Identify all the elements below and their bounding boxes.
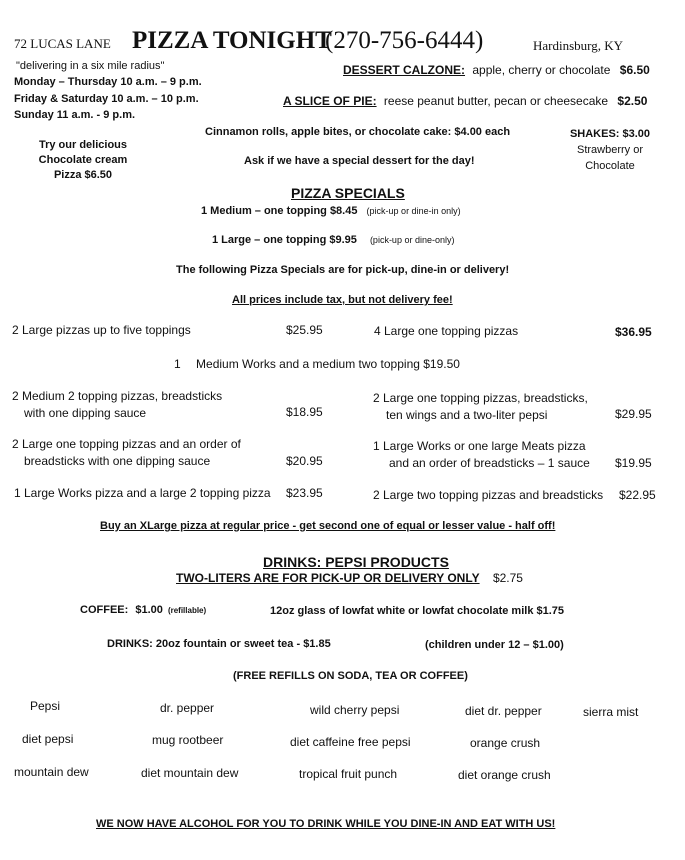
deal-price: $23.95 (286, 486, 323, 500)
hours-weekend: Friday & Saturday 10 a.m. – 10 p.m. (14, 93, 199, 105)
drink-item: diet caffeine free pepsi (290, 735, 411, 749)
pie-label: A SLICE OF PIE: (283, 94, 377, 108)
deal-medium-breadsticks (12, 388, 222, 422)
deal-price: $25.95 (286, 323, 323, 337)
special-large (212, 234, 454, 246)
deal-price: $29.95 (615, 407, 652, 421)
drink-item: Pepsi (30, 699, 61, 713)
alcohol-notice: WE NOW HAVE ALCOHOL FOR YOU TO DRINK WHILE YOU DINE-IN AND EAT WITH US! (96, 818, 556, 830)
drink-item: diet orange crush (458, 768, 551, 782)
milk: 12oz glass of lowfat white or lowfat chocolate milk $1.75 (270, 605, 565, 617)
deal-text: 4 Large one topping pizzas (374, 324, 519, 338)
pie-price: $2.50 (617, 94, 648, 108)
shakes-flavor: Chocolate (585, 160, 635, 172)
coffee-price: $1.00 (135, 604, 163, 616)
pie-text: reese peanut butter, pecan or cheesecake (383, 94, 609, 108)
cream-pizza-line: Chocolate cream (38, 154, 128, 166)
deal-price: $19.95 (615, 456, 652, 470)
shakes (556, 126, 664, 174)
pie-slice (283, 94, 647, 108)
drink-item: wild cherry pepsi (310, 703, 400, 717)
shakes-flavor: Strawberry or (576, 144, 644, 156)
deal-text: 2 Large two topping pizzas and breadsticks (373, 488, 604, 502)
calzone-price: $6.50 (619, 63, 650, 77)
deal-text: Medium Works and a medium two topping $19.50 (196, 357, 460, 371)
drink-item: dr. pepper (160, 701, 215, 715)
children-price: (children under 12 – $1.00) (425, 639, 564, 651)
coffee-label: COFFEE: (80, 604, 129, 616)
deal-line: 2 Large one topping pizzas and an order of (12, 437, 241, 451)
restaurant-title: PIZZA TONIGHT (132, 27, 332, 54)
deal-large-wings (373, 390, 588, 424)
specials-following-note: The following Pizza Specials are for pick-up, dine-in or delivery! (176, 264, 510, 276)
drinks-heading: DRINKS: PEPSI PRODUCTS (263, 554, 449, 570)
hours-weekday: Monday – Thursday 10 a.m. – 9 p.m. (14, 76, 202, 88)
deal-line: ten wings and a two-liter pepsi (386, 408, 548, 422)
drink-item: diet mountain dew (141, 766, 239, 780)
deal-text: 1 Large Works pizza and a large 2 topping pizza (14, 486, 271, 500)
hours-sunday: Sunday 11 a.m. - 9 p.m. (14, 109, 136, 121)
two-liters-price: $2.75 (492, 571, 523, 585)
deal-line: 1 Large Works or one large Meats pizza (373, 439, 586, 453)
calzone-text: apple, cherry or chocolate (472, 63, 611, 77)
deal-line: and an order of breadsticks – 1 sauce (389, 456, 590, 470)
special-large-text: 1 Large – one topping $9.95 (212, 234, 357, 246)
deal-line: with one dipping sauce (24, 406, 147, 420)
drink-item: tropical fruit punch (299, 767, 398, 781)
cream-pizza-line: Pizza $6.50 (53, 169, 113, 181)
phone-number: (270-756-6444) (325, 27, 484, 54)
xlarge-deal: Buy an XLarge pizza at regular price - get second one of equal or lesser value - half off! (100, 520, 556, 532)
coffee-note: (refillable) (167, 606, 207, 615)
drink-item: sierra mist (583, 705, 639, 719)
calzone-label: DESSERT CALZONE: (343, 63, 466, 77)
deal-large-works-meats (373, 438, 590, 472)
chocolate-cream-pizza (28, 138, 138, 183)
two-liters-text: TWO-LITERS ARE FOR PICK-UP OR DELIVERY ONLY (176, 571, 480, 585)
drink-item: mug rootbeer (152, 733, 224, 747)
deal-price: $36.95 (615, 325, 652, 339)
drink-item: orange crush (470, 736, 541, 750)
drink-item: diet pepsi (22, 732, 74, 746)
special-medium-note: (pick-up or dine-in only) (366, 206, 461, 216)
cinnamon-rolls: Cinnamon rolls, apple bites, or chocolate cake: $4.00 each (205, 126, 511, 138)
deal-line: breadsticks with one dipping sauce (24, 454, 211, 468)
deal-price: $22.95 (619, 488, 656, 502)
drink-item: diet dr. pepper (465, 704, 542, 718)
deal-line: 2 Large one topping pizzas, breadsticks, (373, 391, 588, 405)
specials-heading: PIZZA SPECIALS (291, 185, 405, 201)
shakes-price: SHAKES: $3.00 (569, 128, 651, 140)
deal-large-breadsticks (12, 436, 241, 470)
dessert-calzone (343, 63, 650, 77)
prices-note: All prices include tax, but not delivery fee! (232, 294, 453, 306)
deal-price: $20.95 (286, 454, 323, 468)
free-refills: (FREE REFILLS ON SODA, TEA OR COFFEE) (233, 670, 468, 682)
special-medium (201, 205, 461, 217)
special-medium-text: 1 Medium – one topping $8.45 (201, 205, 358, 217)
deal-line: 2 Medium 2 topping pizzas, breadsticks (12, 389, 223, 403)
deal-text: 2 Large pizzas up to five toppings (12, 323, 191, 337)
address: 72 LUCAS LANE (14, 36, 111, 51)
two-liters (176, 571, 523, 585)
delivery-note: "delivering in a six mile radius" (16, 60, 165, 72)
deal-number: 1 (174, 357, 181, 371)
coffee (80, 604, 206, 616)
city: Hardinsburg, KY (533, 38, 624, 53)
special-dessert-note: Ask if we have a special dessert for the day! (244, 155, 475, 167)
cream-pizza-line: Try our delicious (38, 139, 128, 151)
deal-medium-works (174, 357, 460, 371)
special-large-note: (pick-up or dine-only) (369, 235, 455, 245)
fountain-drinks: DRINKS: 20oz fountain or sweet tea - $1.85 (107, 638, 331, 650)
drink-item: mountain dew (14, 765, 89, 779)
deal-price: $18.95 (286, 405, 323, 419)
